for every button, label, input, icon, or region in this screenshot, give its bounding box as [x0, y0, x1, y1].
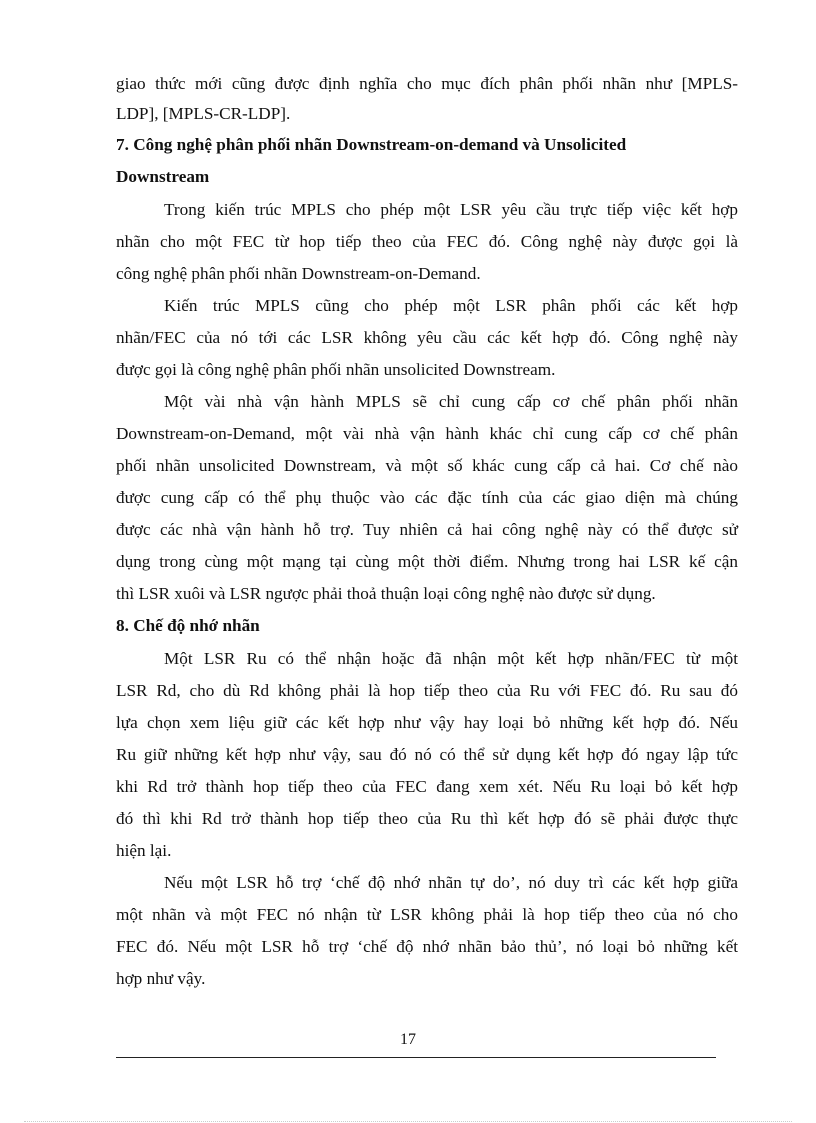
text-line: Một LSR Ru có thể nhận hoặc đã nhận một kết hợp nhãn/FEC từ một — [164, 649, 738, 668]
text-line: một nhãn và một FEC nó nhận từ LSR không phải là hop tiếp theo của nó cho — [116, 905, 738, 924]
text-line: thì LSR xuôi và LSR ngược phải thoả thuận loại công nghệ nào được sử dụng. — [116, 584, 656, 603]
text-line: lựa chọn xem liệu giữ các kết hợp như vậy hay loại bỏ những kết hợp đó. Nếu — [116, 713, 738, 732]
text-line: LDP], [MPLS-CR-LDP]. — [116, 104, 291, 123]
footer-rule — [116, 1057, 716, 1058]
text-line: giao thức mới cũng được định nghĩa cho mục đích phân phối nhãn như [MPLS- — [116, 74, 738, 93]
text-line: Một vài nhà vận hành MPLS sẽ chỉ cung cấp cơ chế phân phối nhãn — [164, 392, 738, 411]
section-heading-7-cont: Downstream — [116, 167, 210, 186]
text-line: khi Rd trở thành hop tiếp theo của FEC đang xem xét. Nếu Ru loại bỏ kết hợp — [116, 777, 738, 796]
section-heading-7: 7. Công nghệ phân phối nhãn Downstream-on-demand và Unsolicited — [116, 135, 627, 154]
page-number: 17 — [400, 1031, 416, 1048]
page-edge-divider — [24, 1121, 792, 1122]
text-line: phối nhãn unsolicited Downstream, và một số khác cung cấp cả hai. Cơ chế nào — [116, 456, 738, 475]
text-line: Ru giữ những kết hợp như vậy, sau đó nó có thể sử dụng kết hợp đó ngay lập tức — [116, 745, 738, 764]
section-heading-8: 8. Chế độ nhớ nhãn — [116, 616, 260, 635]
text-line: hiện lại. — [116, 841, 172, 860]
text-line: được gọi là công nghệ phân phối nhãn unsolicited Downstream. — [116, 360, 556, 379]
text-line: nhãn/FEC của nó tới các LSR không yêu cầu các kết hợp đó. Công nghệ này — [116, 328, 738, 347]
text-line: Downstream-on-Demand, một vài nhà vận hành khác chỉ cung cấp cơ chế phân — [116, 424, 738, 443]
text-line: nhãn cho một FEC từ hop tiếp theo của FEC đó. Công nghệ này được gọi là — [116, 232, 738, 251]
text-line: LSR Rd, cho dù Rd không phải là hop tiếp theo của Ru với FEC đó. Ru sau đó — [116, 681, 738, 700]
text-line: đó thì khi Rd trở thành hop tiếp theo của Ru thì kết hợp đó sẽ phải được thực — [116, 809, 738, 828]
text-line: Kiến trúc MPLS cũng cho phép một LSR phân phối các kết hợp — [164, 296, 738, 315]
text-line: được cung cấp có thể phụ thuộc vào các đặc tính của các giao diện mà chúng — [116, 488, 738, 507]
text-line: được các nhà vận hành hỗ trợ. Tuy nhiên cả hai công nghệ này có thể được sử — [116, 520, 738, 539]
text-line: công nghệ phân phối nhãn Downstream-on-Demand. — [116, 264, 481, 283]
text-line: hợp như vậy. — [116, 969, 206, 988]
text-line: Nếu một LSR hỗ trợ ‘chế độ nhớ nhãn tự do’, nó duy trì các kết hợp giữa — [164, 873, 738, 892]
text-line: FEC đó. Nếu một LSR hỗ trợ ‘chế độ nhớ nhãn bảo thủ’, nó loại bỏ những kết — [116, 937, 738, 956]
text-line: dụng trong cùng một mạng tại cùng một thời điểm. Nhưng trong hai LSR kế cận — [116, 552, 738, 571]
text-line: Trong kiến trúc MPLS cho phép một LSR yêu cầu trực tiếp việc kết hợp — [164, 200, 738, 219]
